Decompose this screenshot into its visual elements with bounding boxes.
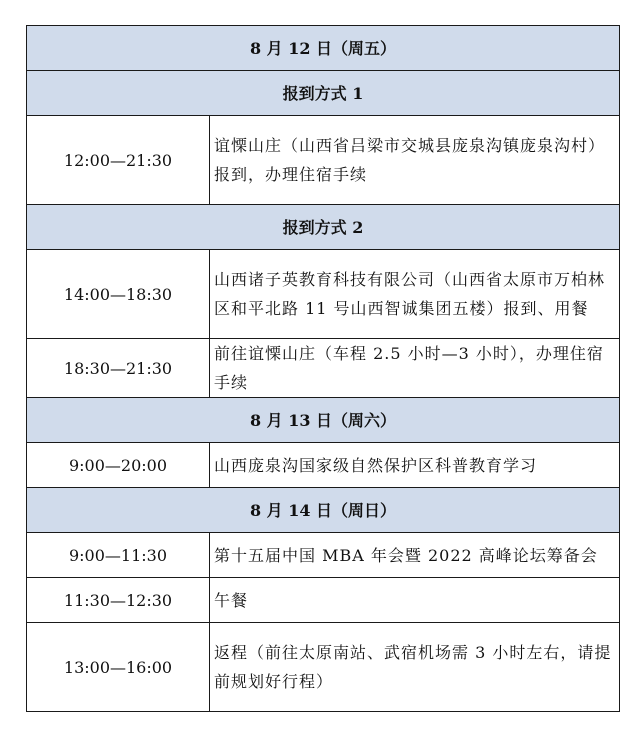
section-header-row: [27, 205, 620, 250]
description-cell: 前往谊慄山庄（车程 2.5 小时—3 小时），办理住宿手续: [210, 339, 620, 398]
day-header-row: [27, 26, 620, 71]
day-header: 8 月 12 日（周五）: [27, 26, 620, 71]
schedule-row: [27, 623, 620, 712]
time-cell: 18:30—21:30: [27, 339, 210, 398]
schedule-table: [26, 25, 620, 712]
description-cell: 山西诸子英教育科技有限公司（山西省太原市万柏林区和平北路 11 号山西智诚集团五楼）报到、用餐: [210, 250, 620, 339]
day-header: 8 月 13 日（周六）: [27, 398, 620, 443]
time-cell: 9:00—20:00: [27, 443, 210, 488]
section-header: 报到方式 1: [27, 71, 620, 116]
schedule-row: [27, 250, 620, 339]
time-cell: 12:00—21:30: [27, 116, 210, 205]
day-header-row: [27, 398, 620, 443]
description-cell: 返程（前往太原南站、武宿机场需 3 小时左右，请提前规划好行程）: [210, 623, 620, 712]
schedule-row: [27, 443, 620, 488]
day-header-row: [27, 488, 620, 533]
description-cell: 谊慄山庄（山西省吕梁市交城县庞泉沟镇庞泉沟村）报到，办理住宿手续: [210, 116, 620, 205]
day-header: 8 月 14 日（周日）: [27, 488, 620, 533]
section-header-row: [27, 71, 620, 116]
time-cell: 11:30—12:30: [27, 578, 210, 623]
section-header: 报到方式 2: [27, 205, 620, 250]
description-cell: 第十五届中国 MBA 年会暨 2022 高峰论坛筹备会: [210, 533, 620, 578]
time-cell: 13:00—16:00: [27, 623, 210, 712]
schedule-row: [27, 578, 620, 623]
time-cell: 14:00—18:30: [27, 250, 210, 339]
description-cell: 山西庞泉沟国家级自然保护区科普教育学习: [210, 443, 620, 488]
schedule-row: [27, 533, 620, 578]
time-cell: 9:00—11:30: [27, 533, 210, 578]
schedule-row: [27, 116, 620, 205]
description-cell: 午餐: [210, 578, 620, 623]
schedule-row: [27, 339, 620, 398]
